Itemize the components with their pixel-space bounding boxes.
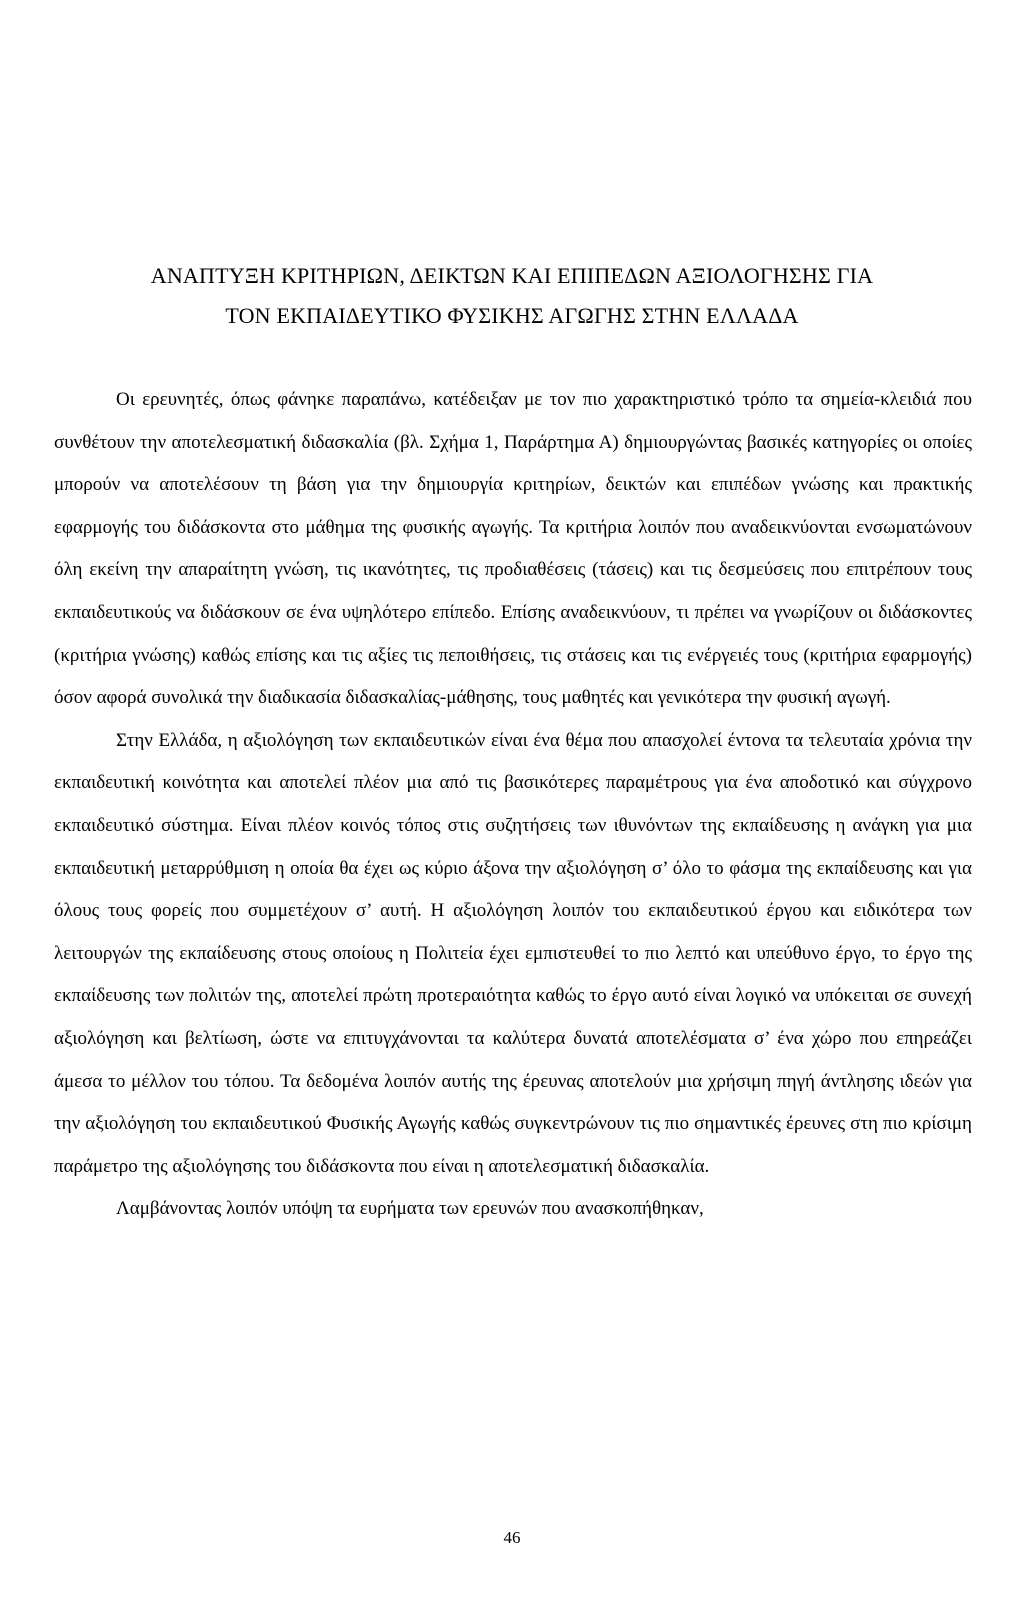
paragraph-3: Λαμβάνοντας λοιπόν υπόψη τα ευρήματα των ερευνών που ανασκοπήθηκαν, [116,1198,704,1220]
page-number: 46 [503,1528,521,1547]
page-title [48,256,976,336]
title-line-2: ΤΟΝ ΕΚΠΑΙΔΕΥΤΙΚΟ ΦΥΣΙΚΗΣ ΑΓΩΓΗΣ ΣΤΗΝ ΕΛΛΑΔΑ [225,303,799,328]
paragraph-2: Στην Ελλάδα, η αξιολόγηση των εκπαιδευτικών είναι ένα θέμα που απασχολεί έντονα τα τελευταία χρόνια την εκπαιδευτική κοινότητα και αποτελεί πλέον μια από τις βασικότερες παραμέτρους για ένα αποδοτικό και σύγχρονο εκπαιδευτικό σύστημα. Είναι πλέον κοινός τόπος στις συζητήσεις των ιθυνόντων της εκπαίδευσης η ανάγκη για μια εκπαιδευτική μεταρρύθμιση η οποία θα έχει ως κύριο άξονα την αξιολόγηση σ’ όλο το φάσμα της εκπαίδευσης και για όλους τους φορείς που συμμετέχουν σ’ αυτή. Η αξιολόγηση λοιπόν του εκπαιδευτικού έργου και ειδικότερα των λειτουργών της εκπαίδευσης στους οποίους η Πολιτεία έχει εμπιστευθεί το πιο λεπτό και υπεύθυνο έργο, το έργο της εκπαίδευσης των πολιτών της, αποτελεί πρώτη προτεραιότητα καθώς το έργο αυτό είναι λογικό να υπόκειται σε συνεχή αξιολόγηση και βελτίωση, ώστε να επιτυγχάνονται τα καλύτερα δυνατά αποτελέσματα σ’ ένα χώρο που επηρεάζει άμεσα το μέλλον του τόπου. Τα δεδομένα λοιπόν αυτής της έρευνας αποτελούν μια χρήσιμη πηγή άντλησης ιδεών για την αξιολόγηση του εκπαιδευτικού Φυσικής Αγωγής καθώς συγκεντρώνουν τις πιο σημαντικές έρευνες στη πιο κρίσιμη παράμετρο της αξιολόγησης του διδάσκοντα που είναι η αποτελεσματική διδασκαλία. [54,729,972,1177]
title-line-1: ΑΝΑΠΤΥΞΗ ΚΡΙΤΗΡΙΩΝ, ΔΕΙΚΤΩΝ ΚΑΙ ΕΠΙΠΕΔΩΝ ΑΞΙΟΛΟΓΗΣΗΣ ΓΙΑ [150,263,874,288]
paragraph-1: Οι ερευνητές, όπως φάνηκε παραπάνω, κατέδειξαν με τον πιο χαρακτηριστικό τρόπο τα σημεία-κλειδιά που συνθέτουν την αποτελεσματική διδασκαλία (βλ. Σχήμα 1, Παράρτημα Α) δημιουργώντας βασικές κατηγορίες οι οποίες μπορούν να αποτελέσουν τη βάση για την δημιουργία κριτηρίων, δεικτών και επιπέδων γνώσης και πρακτικής εφαρμογής του διδάσκοντα στο μάθημα της φυσικής αγωγής. Τα κριτήρια λοιπόν που αναδεικνύονται ενσωματώνουν όλη εκείνη την απαραίτητη γνώση, τις ικανότητες, τις προδιαθέσεις (τάσεις) και τις δεσμεύσεις που επιτρέπουν τους εκπαιδευτικούς να διδάσκουν σε ένα υψηλότερο επίπεδο. Επίσης αναδεικνύουν, τι πρέπει να γνωρίζουν οι διδάσκοντες (κριτήρια γνώσης) καθώς επίσης και τις αξίες τις πεποιθήσεις, τις στάσεις και τις ενέργειές τους (κριτήρια εφαρμογής) όσον αφορά συνολικά την διαδικασία διδασκαλίας-μάθησης, τους μαθητές και γενικότερα την φυσική αγωγή. [54,389,972,709]
body-text [54,379,972,1231]
